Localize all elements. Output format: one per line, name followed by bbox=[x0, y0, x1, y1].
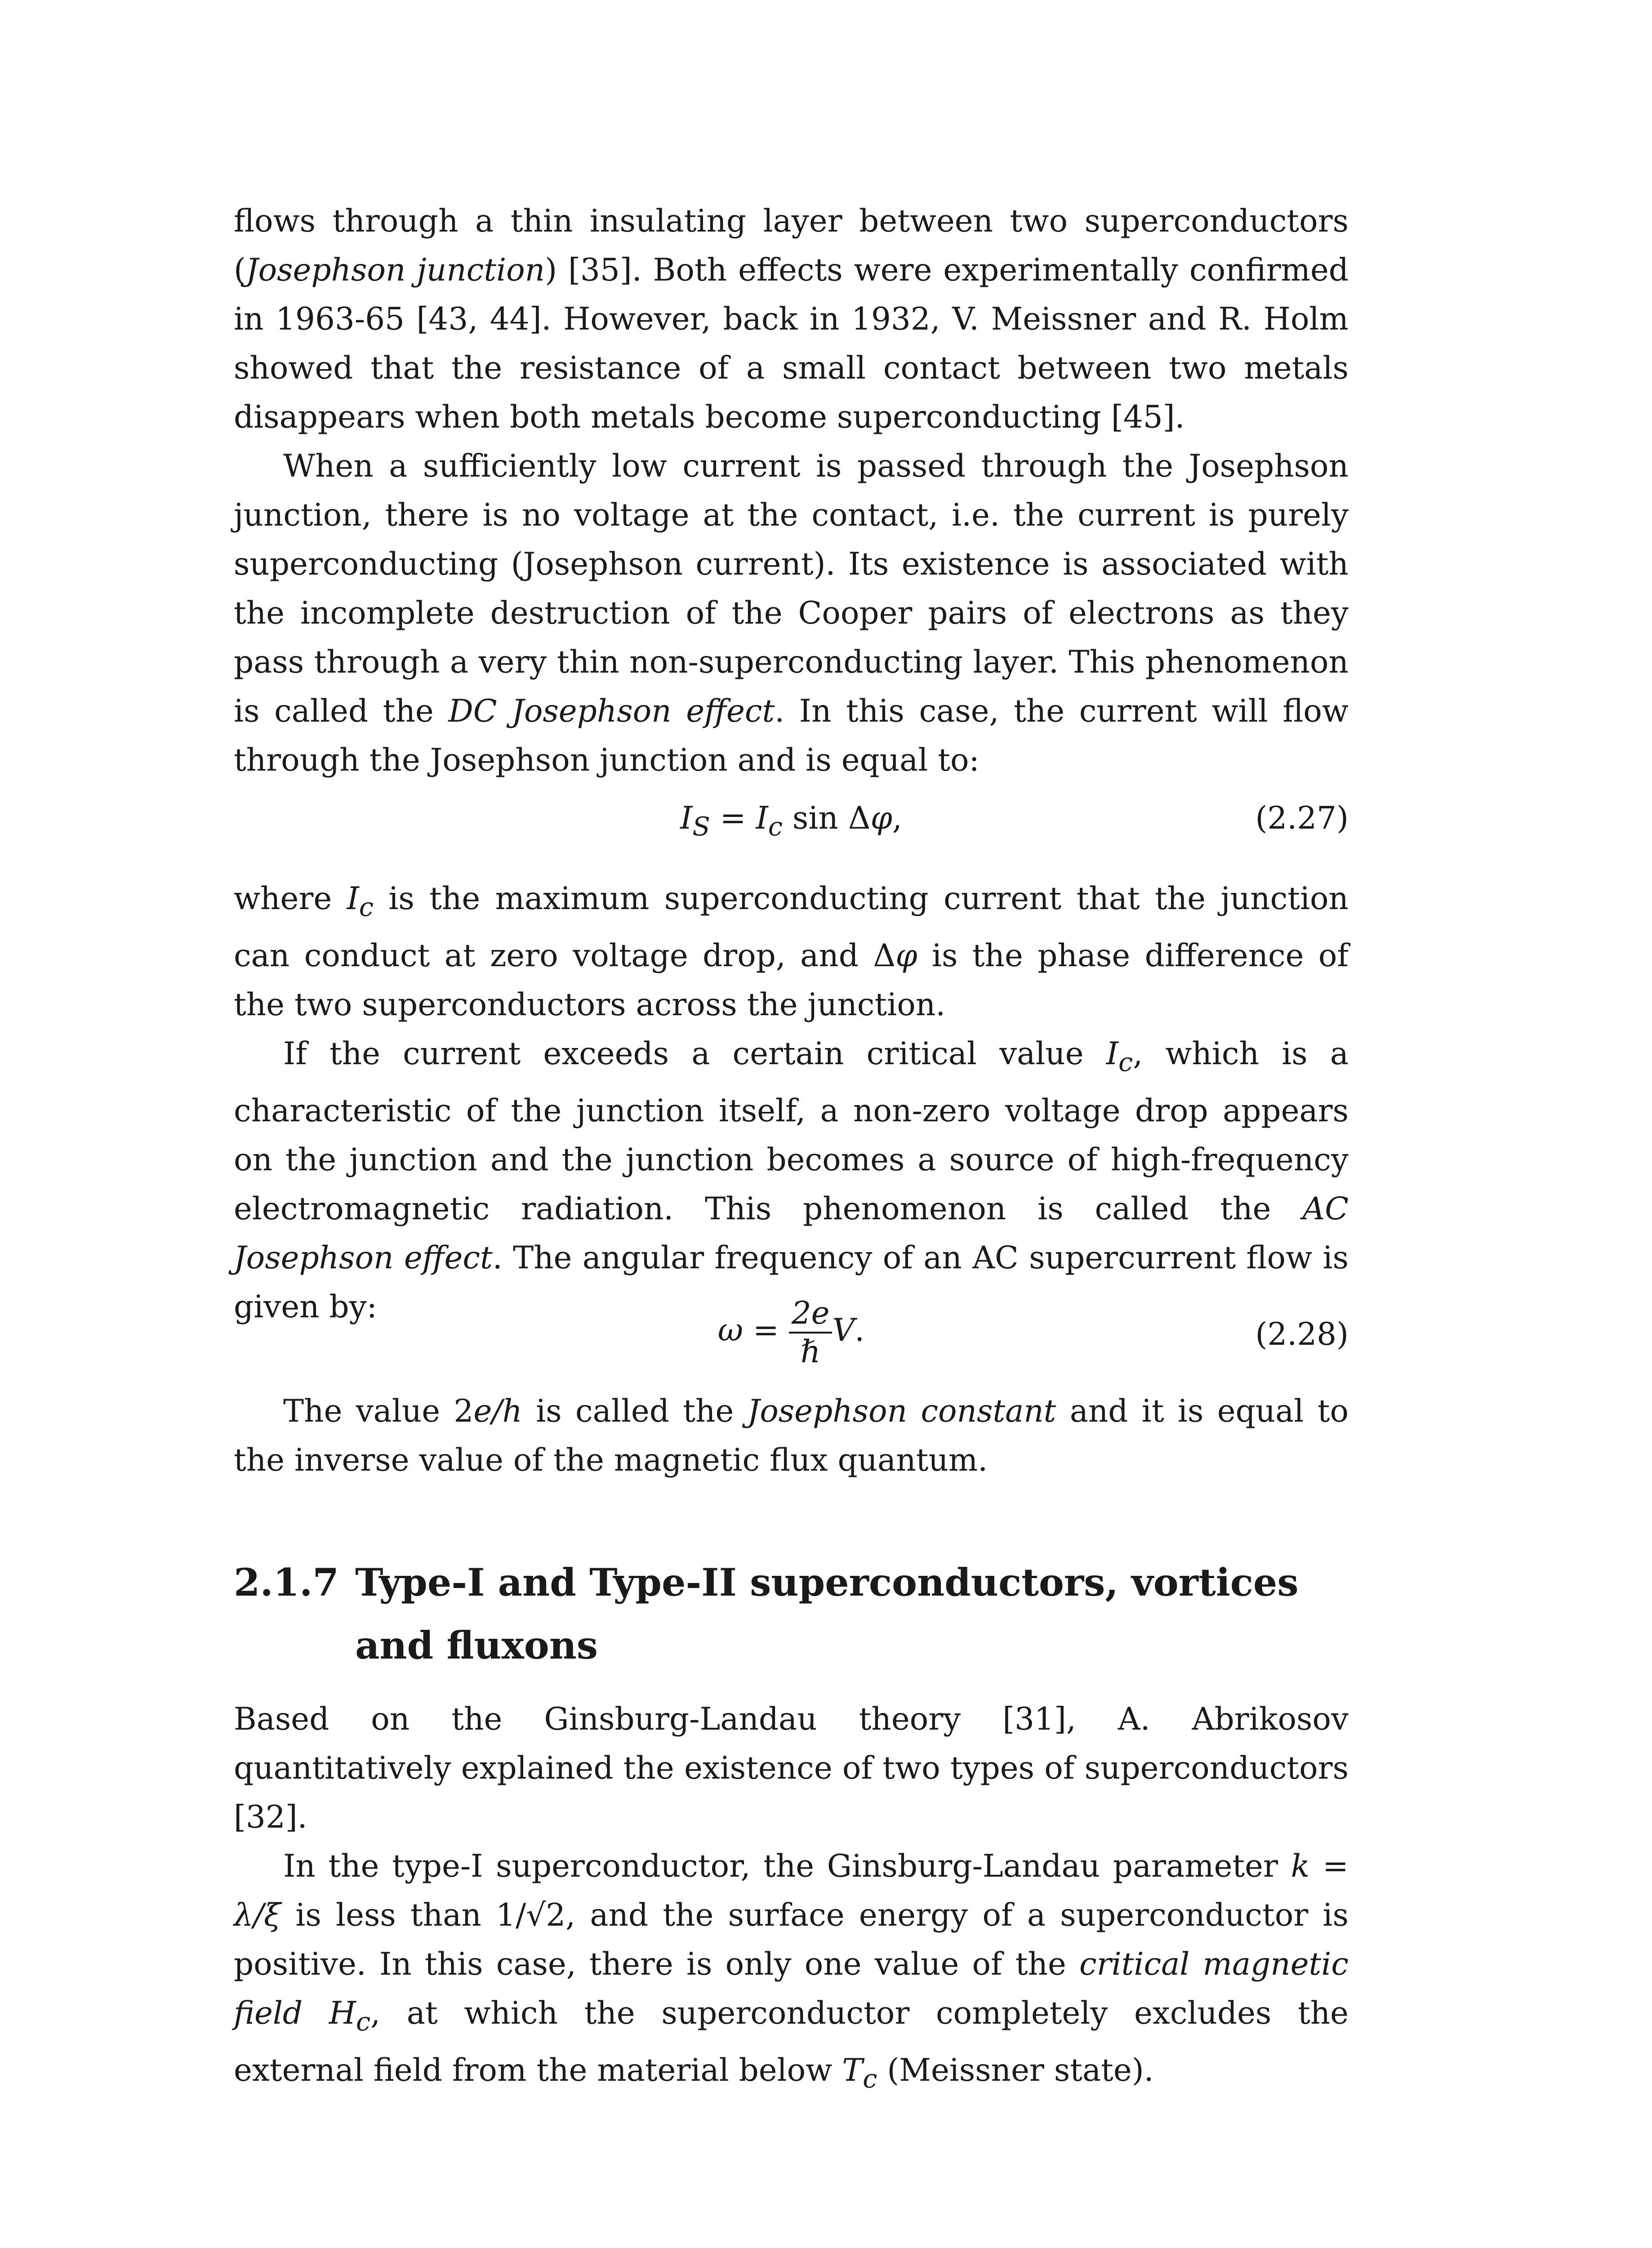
equation-number: (2.28) bbox=[1255, 1316, 1349, 1352]
body-text-top bbox=[234, 197, 1349, 785]
math-symbol: I bbox=[756, 800, 768, 836]
fraction-denominator: ℏ bbox=[800, 1334, 821, 1370]
term-ac-josephson-effect: AC Josephson effect bbox=[234, 1191, 1349, 1276]
paragraph-type-i bbox=[234, 1842, 1349, 2103]
text-run: is less than 1/√2, and the surface energy of a superconductor is positive. In this case, there is only one value of the bbox=[234, 1897, 1349, 1982]
equation-number: (2.27) bbox=[1255, 800, 1349, 836]
text-run: ) [35]. Both effects were experimentally confirmed in 1963-65 [43, 44]. However, back in 1932, V. Meissner and R. Holm showed that the resistance of a small contact between two metals disappears when both metals become superconducting [45]. bbox=[234, 252, 1349, 435]
equation-2-28 bbox=[234, 1295, 1349, 1385]
section-number: 2.1.7 bbox=[234, 1560, 339, 1605]
equation-body bbox=[234, 800, 1349, 842]
text-run: (Meissner state). bbox=[877, 2052, 1154, 2088]
math-symbol: φ bbox=[870, 800, 892, 836]
term-josephson-junction: Josephson junction bbox=[245, 252, 545, 288]
math-subscript: c bbox=[1118, 1047, 1133, 1077]
math-operator: = bbox=[1309, 1848, 1349, 1884]
body-text-middle bbox=[234, 874, 1349, 1332]
math-subscript: c bbox=[863, 2063, 877, 2094]
math-subscript: c bbox=[356, 2006, 371, 2037]
math-subscript: c bbox=[359, 892, 374, 922]
text-run: In the type-I superconductor, the Ginsburg-Landau parameter bbox=[283, 1848, 1291, 1884]
math-symbol: I bbox=[1106, 1035, 1119, 1072]
text-run: , which is a characteristic of the junction itself, a non-zero voltage drop appears on the junction and the junction becomes a source of high-frequency electromagnetic radiation. This phenomenon is called the bbox=[234, 1035, 1349, 1227]
math-operator: = bbox=[710, 800, 756, 836]
paragraph-abrikosov: Based on the Ginsburg-Landau theory [31], A. Abrikosov quantitatively explained the existence of two types of superconductors [32]. bbox=[234, 1701, 1349, 1835]
text-run: is called the bbox=[522, 1393, 748, 1429]
text-run: When a sufficiently low current is passed through the Josephson junction, there is no voltage at the contact, i.e. the current is purely superconducting (Josephson current). Its existence is associated with the incomplete destruction of the Cooper pairs of electrons as they pass through a very thin non-superconducting layer. This phenomenon is called the bbox=[234, 448, 1349, 729]
paragraph-ic-definition bbox=[234, 874, 1349, 1030]
math-punct: . bbox=[855, 1312, 865, 1348]
math-symbol: λ/ξ bbox=[234, 1897, 281, 1933]
text-run: is the phase difference of the two superconductors across the junction. bbox=[234, 937, 1349, 1023]
text-run: is the maximum superconducting current that the junction can conduct at zero voltage drop, and Δ bbox=[234, 881, 1349, 974]
text-run: . The angular frequency of an AC supercurrent flow is given by: bbox=[234, 1240, 1349, 1325]
math-symbol: e/h bbox=[473, 1393, 522, 1429]
fraction bbox=[789, 1295, 833, 1370]
math-symbol: V bbox=[832, 1312, 855, 1348]
term-critical-magnetic-field: critical magnetic field H bbox=[234, 1946, 1349, 2031]
fraction-numerator: 2e bbox=[789, 1295, 833, 1334]
equation-2-27 bbox=[234, 800, 1349, 854]
term-josephson-constant: Josephson constant bbox=[747, 1393, 1056, 1429]
math-subscript: S bbox=[692, 811, 710, 842]
body-text-josephson-constant bbox=[234, 1387, 1349, 1485]
math-symbol: I bbox=[347, 881, 359, 917]
text-run: If the current exceeds a certain critical value bbox=[283, 1035, 1106, 1072]
section-title: Type-I and Type-II superconductors, vortices and fluxons bbox=[355, 1560, 1299, 1668]
paragraph-dc-effect bbox=[234, 442, 1349, 785]
section-heading bbox=[234, 1551, 1349, 1677]
paragraph-josephson-intro bbox=[234, 197, 1349, 442]
math-subscript: c bbox=[768, 811, 783, 842]
equation-body bbox=[234, 1295, 1349, 1370]
math-symbol: I bbox=[680, 800, 693, 836]
math-operator: sin Δ bbox=[782, 800, 871, 836]
text-run: . In this case, the current will flow through the Josephson junction and is equal to: bbox=[234, 693, 1349, 778]
math-symbol: φ bbox=[895, 937, 917, 974]
math-symbol: k bbox=[1291, 1848, 1310, 1884]
term-dc-josephson-effect: DC Josephson effect bbox=[448, 693, 775, 729]
text-run: , at which the superconductor completely excludes the external field from the material below bbox=[234, 1995, 1349, 2088]
text-run: The value 2 bbox=[283, 1393, 474, 1429]
math-symbol: ω = bbox=[717, 1312, 789, 1348]
paragraph-ac-effect bbox=[234, 1030, 1349, 1332]
text-run: and it is equal to the inverse value of the magnetic flux quantum. bbox=[234, 1393, 1349, 1478]
math-symbol: T bbox=[842, 2052, 863, 2088]
body-text-bottom bbox=[234, 1695, 1349, 2103]
paragraph-josephson-constant bbox=[234, 1387, 1349, 1485]
text-run: where bbox=[234, 881, 347, 917]
text-run: flows through a thin insulating layer between two superconductors ( bbox=[234, 203, 1349, 288]
math-punct: , bbox=[892, 800, 902, 836]
